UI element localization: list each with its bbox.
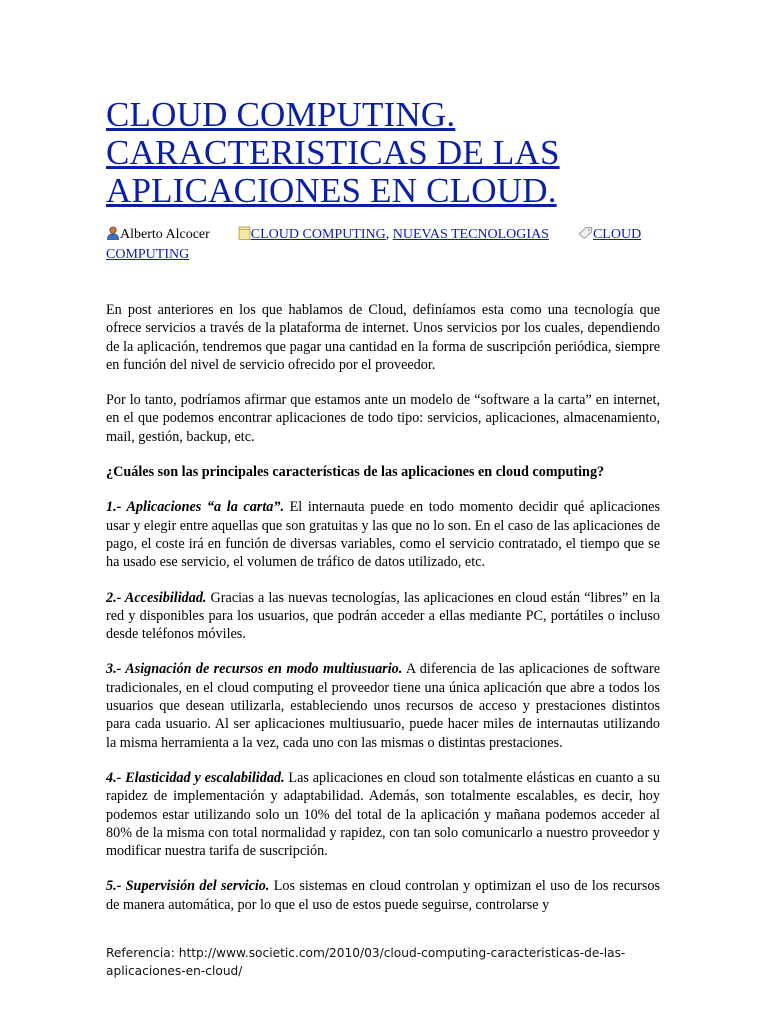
item-5-text: Los sistemas en cloud controlan y optimizan el uso de los recursos de manera automática, por lo que el uso de estos puede seguirse, controlarse y — [106, 878, 660, 913]
intro-paragraph: En post anteriores en los que hablamos de Cloud, definíamos esta como una tecnología que ofrece servicios a través de la plataforma de internet. Unos servicios por los cuales, dependiendo de la aplicación, tendremos que pagar una cantidad en la forma de suscripción periódica, siempre en función del nivel de servicio ofrecido por el proveedor. — [106, 302, 660, 373]
item-3-lead: 3.- Asignación de recursos en modo multiusuario. — [106, 661, 403, 678]
item-2-text: Gracias a las nuevas tecnologías, las aplicaciones en cloud están “libres” en la red y disponibles para los usuarios, que podrán acceder a ellas mediante PC, portátiles o incluso desde teléfonos móviles. — [106, 589, 661, 643]
item-4-text: Las aplicaciones en cloud son totalmente elásticas en cuanto a su rapidez de implementación y adaptabilidad. Además, son totalmente escalables, es decir, hoy podemos estar utilizando solo un 10% del total de la aplicación y mañana podemos acceder al 80% de la misma con total normalidad y rapidez, con tan solo comunicarlo a nuestro proveedor y modificar nuestra tarifa de suscripción. — [106, 769, 660, 860]
title-line-3[interactable]: APLICACIONES EN CLOUD. — [106, 171, 557, 210]
reference-footer — [106, 944, 666, 980]
tag-icon — [577, 226, 593, 246]
item-3-text: A diferencia de las aplicaciones de software tradicionales, en el cloud computing el proveedor tiene una única aplicación que abre a todos los usuarios que desean utilizarla, estableciendo unos recursos de acceso y prestaciones distintos para cada usuario. Al ser aplicaciones multiusuario, puede hacer miles de internautas utilizando la misma herramienta a la vez, cada uno con las mismas o distintas prestaciones. — [106, 661, 661, 751]
item-3 — [106, 660, 660, 751]
reference-label: Referencia: — [106, 946, 175, 960]
item-1-text: El internauta puede en todo momento decidir qué aplicaciones usar y elegir entre aquellas que son gratuitas y las que no lo son. En el caso de las aplicaciones de pago, el coste irá en función de diversas variables, como el servicio contratado, el tiempo que se ha usado ese servicio, el volumen de tráfico de datos utilizado, etc. — [106, 499, 660, 571]
author-name: Alberto Alcocer — [120, 227, 210, 242]
item-4 — [106, 769, 660, 860]
category-separator: , — [385, 227, 390, 242]
post-meta — [106, 226, 660, 264]
reference-url[interactable] — [106, 946, 625, 978]
title-line-1[interactable]: CLOUD COMPUTING. — [106, 95, 456, 134]
folder-icon — [238, 226, 251, 246]
title-line-2[interactable]: CARACTERISTICAS DE LAS — [106, 133, 560, 172]
paragraph-2: Por lo tanto, podríamos afirmar que estamos ante un modelo de “software a la carta” en internet, en el que podemos encontrar aplicaciones de todo tipo: servicios, aplicaciones, almacenamiento, mail, gestión, backup, etc. — [106, 392, 660, 445]
category-link-nuevas-tecnologias[interactable]: NUEVAS TECNOLOGIAS — [392, 227, 549, 242]
tag-link-cloud-computing[interactable]: CLOUD COMPUTING — [106, 227, 642, 262]
item-5 — [106, 877, 660, 914]
question-heading: ¿Cuáles son las principales características de las aplicaciones en cloud computing? — [106, 464, 605, 481]
reference-url-line-2[interactable]: aplicaciones-en-cloud/ — [106, 964, 243, 978]
item-1-lead: 1.- Aplicaciones “a la carta”. — [106, 499, 285, 516]
item-4-lead: 4.- Elasticidad y escalabilidad. — [106, 769, 285, 786]
reference-url-line-1[interactable]: http://www.societic.com/2010/03/cloud-computing-caracteristicas-de-las- — [178, 946, 626, 960]
person-icon — [106, 226, 120, 246]
article-title[interactable] — [106, 96, 660, 210]
item-5-lead: 5.- Supervisión del servicio. — [106, 878, 270, 895]
item-2-lead: 2.- Accesibilidad. — [106, 589, 207, 606]
category-link-cloud-computing[interactable]: CLOUD COMPUTING — [250, 227, 386, 242]
item-2 — [106, 589, 660, 644]
item-1 — [106, 498, 660, 571]
article — [106, 96, 660, 914]
